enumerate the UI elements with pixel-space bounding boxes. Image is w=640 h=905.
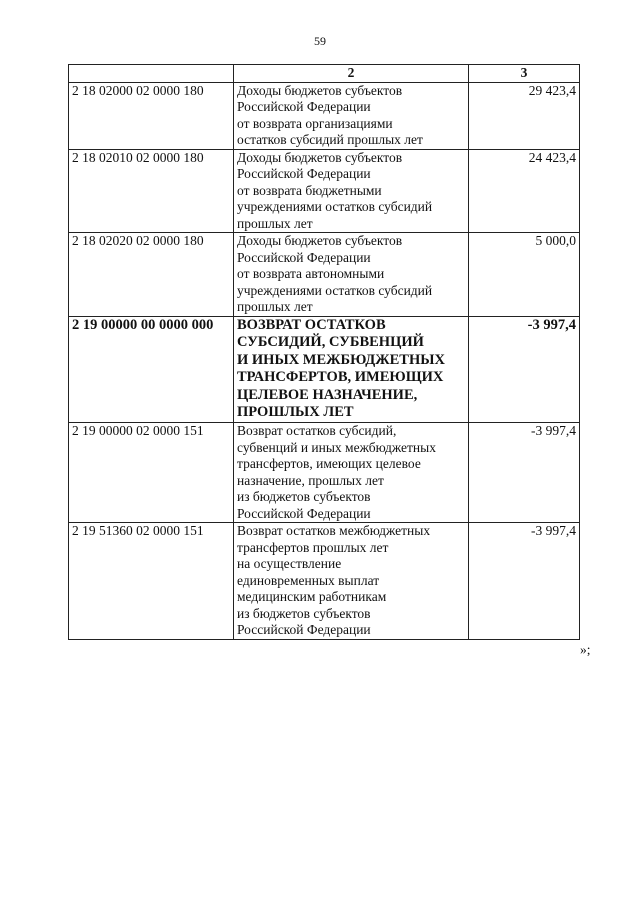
- row-description: ВОЗВРАТ ОСТАТКОВ СУБСИДИЙ, СУБВЕНЦИЙ И ИНЫХ МЕЖБЮДЖЕТНЫХ ТРАНСФЕРТОВ, ИМЕЮЩИХ ЦЕЛЕВОЕ НАЗНАЧЕНИЕ, ПРОШЛЫХ ЛЕТ: [234, 316, 469, 423]
- budget-code: 2 19 51360 02 0000 151: [69, 523, 234, 640]
- budget-code: 2 18 02010 02 0000 180: [69, 149, 234, 233]
- row-amount: 24 423,4: [469, 149, 580, 233]
- header-col-2: 2: [234, 65, 469, 83]
- row-description: Возврат остатков субсидий, субвенций и иных межбюджетных трансфертов, имеющих целевое назначение, прошлых лет из бюджетов субъектов Российской Федерации: [234, 423, 469, 523]
- header-col-3: 3: [469, 65, 580, 83]
- budget-code: 2 18 02020 02 0000 180: [69, 233, 234, 317]
- table-row: [69, 523, 580, 640]
- row-amount: -3 997,4: [469, 316, 580, 423]
- row-amount: -3 997,4: [469, 523, 580, 640]
- table-row: [69, 82, 580, 149]
- closing-quote-mark: »;: [580, 642, 591, 657]
- table-row: [69, 233, 580, 317]
- row-description: Доходы бюджетов субъектов Российской Федерации от возврата автономными учреждениями остатков субсидий прошлых лет: [234, 233, 469, 317]
- budget-code: 2 19 00000 00 0000 000: [69, 316, 234, 423]
- budget-code: 2 18 02000 02 0000 180: [69, 82, 234, 149]
- table-row-summary: [69, 316, 580, 423]
- row-description: Доходы бюджетов субъектов Российской Федерации от возврата бюджетными учреждениями остатков субсидий прошлых лет: [234, 149, 469, 233]
- header-col-1: [69, 65, 234, 83]
- page-number: 59: [314, 34, 326, 48]
- budget-table: [68, 64, 580, 640]
- row-amount: 29 423,4: [469, 82, 580, 149]
- row-amount: -3 997,4: [469, 423, 580, 523]
- row-amount: 5 000,0: [469, 233, 580, 317]
- budget-code: 2 19 00000 02 0000 151: [69, 423, 234, 523]
- table-row: [69, 423, 580, 523]
- table-row: [69, 149, 580, 233]
- row-description: Возврат остатков межбюджетных трансфертов прошлых лет на осуществление единовременных выплат медицинским работникам из бюджетов субъектов Российской Федерации: [234, 523, 469, 640]
- header-row: [69, 65, 580, 83]
- row-description: Доходы бюджетов субъектов Российской Федерации от возврата организациями остатков субсидий прошлых лет: [234, 82, 469, 149]
